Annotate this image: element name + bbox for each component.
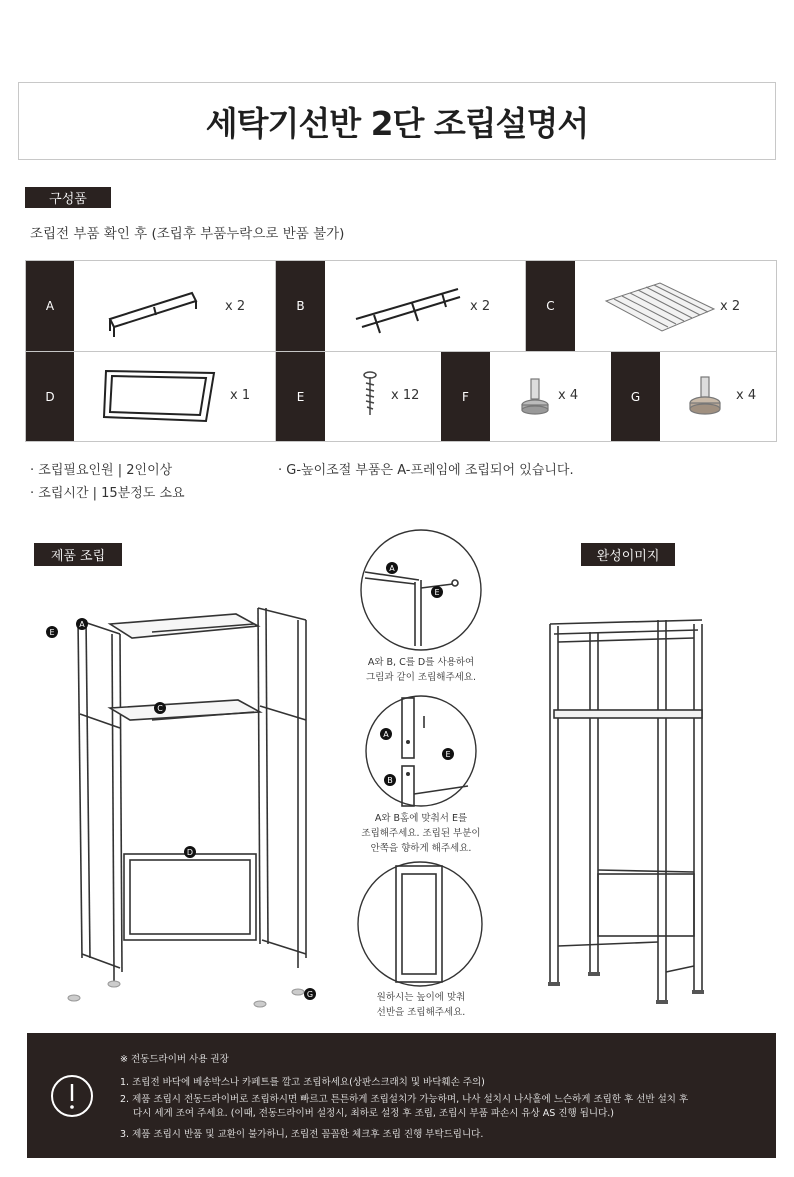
- complete-image: [540, 610, 710, 1010]
- page-title: 세탁기선반 2단 조립설명서: [205, 103, 589, 143]
- shelf-c-icon: [604, 279, 716, 335]
- callout-g-text: G: [306, 990, 314, 999]
- title-box: [18, 82, 776, 160]
- components-header: 구성품: [25, 187, 111, 208]
- complete-header: 완성이미지: [581, 543, 675, 566]
- detail-circle-3: [356, 860, 484, 988]
- frame-b-icon: [354, 285, 462, 337]
- detail2-caption-line1: A와 B홈에 맞춰서 E를: [374, 813, 468, 824]
- warning-item-2-cont: 다시 세게 조여 주세요. (이때, 전동드라이버 설정시, 최하로 설정 후 조립, 조립시 부품 파손시 유상 AS 진행 됩니다.): [133, 1108, 614, 1119]
- detail2-callout-b: B: [387, 776, 393, 785]
- warning-item-2: 2. 제품 조립시 전동드라이버로 조립하시면 빠르고 튼튼하게 조립설치가 가능하며, 나사 설치시 나사홀에 느슨하게 조립한 후 선반 설치 후: [120, 1094, 689, 1105]
- part-a-label: A: [26, 261, 74, 351]
- note-height: · G-높이조절 부품은 A-프레임에 조립되어 있습니다.: [278, 463, 574, 478]
- detail1-caption-line1: A와 B, C를 D를 사용하여: [367, 657, 475, 668]
- callout-d-text: D: [186, 848, 194, 857]
- exclamation-icon: [49, 1073, 95, 1119]
- detail2-callout-a: A: [383, 730, 389, 739]
- warning-title: ※ 전동드라이버 사용 권장: [120, 1054, 229, 1065]
- callout-a-text: A: [79, 620, 85, 629]
- part-f-label: F: [441, 352, 490, 441]
- foot-g-icon: [688, 375, 722, 415]
- part-d-qty: x 1: [230, 388, 251, 403]
- part-e-label: E: [276, 352, 325, 441]
- part-g-qty: x 4: [736, 388, 757, 403]
- assembly-diagram: [40, 600, 340, 1020]
- callout-c-text: C: [157, 704, 163, 713]
- detail-circle-2: [364, 694, 478, 808]
- assembly-header: 제품 조립: [34, 543, 122, 566]
- detail3-caption-line1: 원하시는 높이에 맞춰: [376, 992, 466, 1003]
- part-c-qty: x 2: [720, 299, 741, 314]
- parts-table: [25, 260, 777, 442]
- callout-e-text: E: [49, 628, 55, 637]
- frame-a-icon: [106, 279, 206, 339]
- foot-f-icon: [520, 377, 550, 415]
- note-time: · 조립시간 | 15분정도 소요: [30, 486, 185, 501]
- screw-e-icon: [362, 371, 378, 419]
- components-intro: 조립전 부품 확인 후 (조립후 부품누락으로 반품 불가): [30, 226, 345, 242]
- detail3-caption: [346, 990, 496, 1020]
- detail1-callout-e: E: [434, 588, 440, 597]
- detail2-caption: [346, 811, 496, 856]
- part-b-qty: x 2: [470, 299, 491, 314]
- frame-d-icon: [102, 367, 218, 425]
- detail3-caption-line2: 선반을 조립해주세요.: [376, 1007, 466, 1018]
- detail2-caption-line2: 조립해주세요. 조립된 부분이: [361, 828, 481, 839]
- part-a-qty: x 2: [225, 299, 246, 314]
- detail-circle-1: [359, 528, 483, 652]
- part-f-qty: x 4: [558, 388, 579, 403]
- warning-item-1: 1. 조립전 바닥에 베송박스나 카페트를 깔고 조립하세요(상판스크래치 및 바닥훼손 주의): [120, 1077, 485, 1088]
- part-c-label: C: [526, 261, 575, 351]
- detail1-caption-line2: 그림과 같이 조립해주세요.: [365, 672, 476, 683]
- detail2-caption-line3: 안쪽을 향하게 해주세요.: [370, 843, 472, 854]
- part-e-qty: x 12: [391, 388, 420, 403]
- warning-box: [27, 1033, 776, 1158]
- warning-item-3: 3. 제품 조립시 반품 및 교환이 불가하니, 조립전 꼼꼼한 체크후 조립 진행 부탁드립니다.: [120, 1129, 484, 1140]
- detail2-callout-e: E: [445, 750, 451, 759]
- part-d-label: D: [26, 352, 74, 441]
- note-people: · 조립필요인원 | 2인이상: [30, 463, 173, 478]
- part-b-label: B: [276, 261, 325, 351]
- detail1-caption: [346, 655, 496, 685]
- detail1-callout-a: A: [389, 564, 395, 573]
- part-g-label: G: [611, 352, 660, 441]
